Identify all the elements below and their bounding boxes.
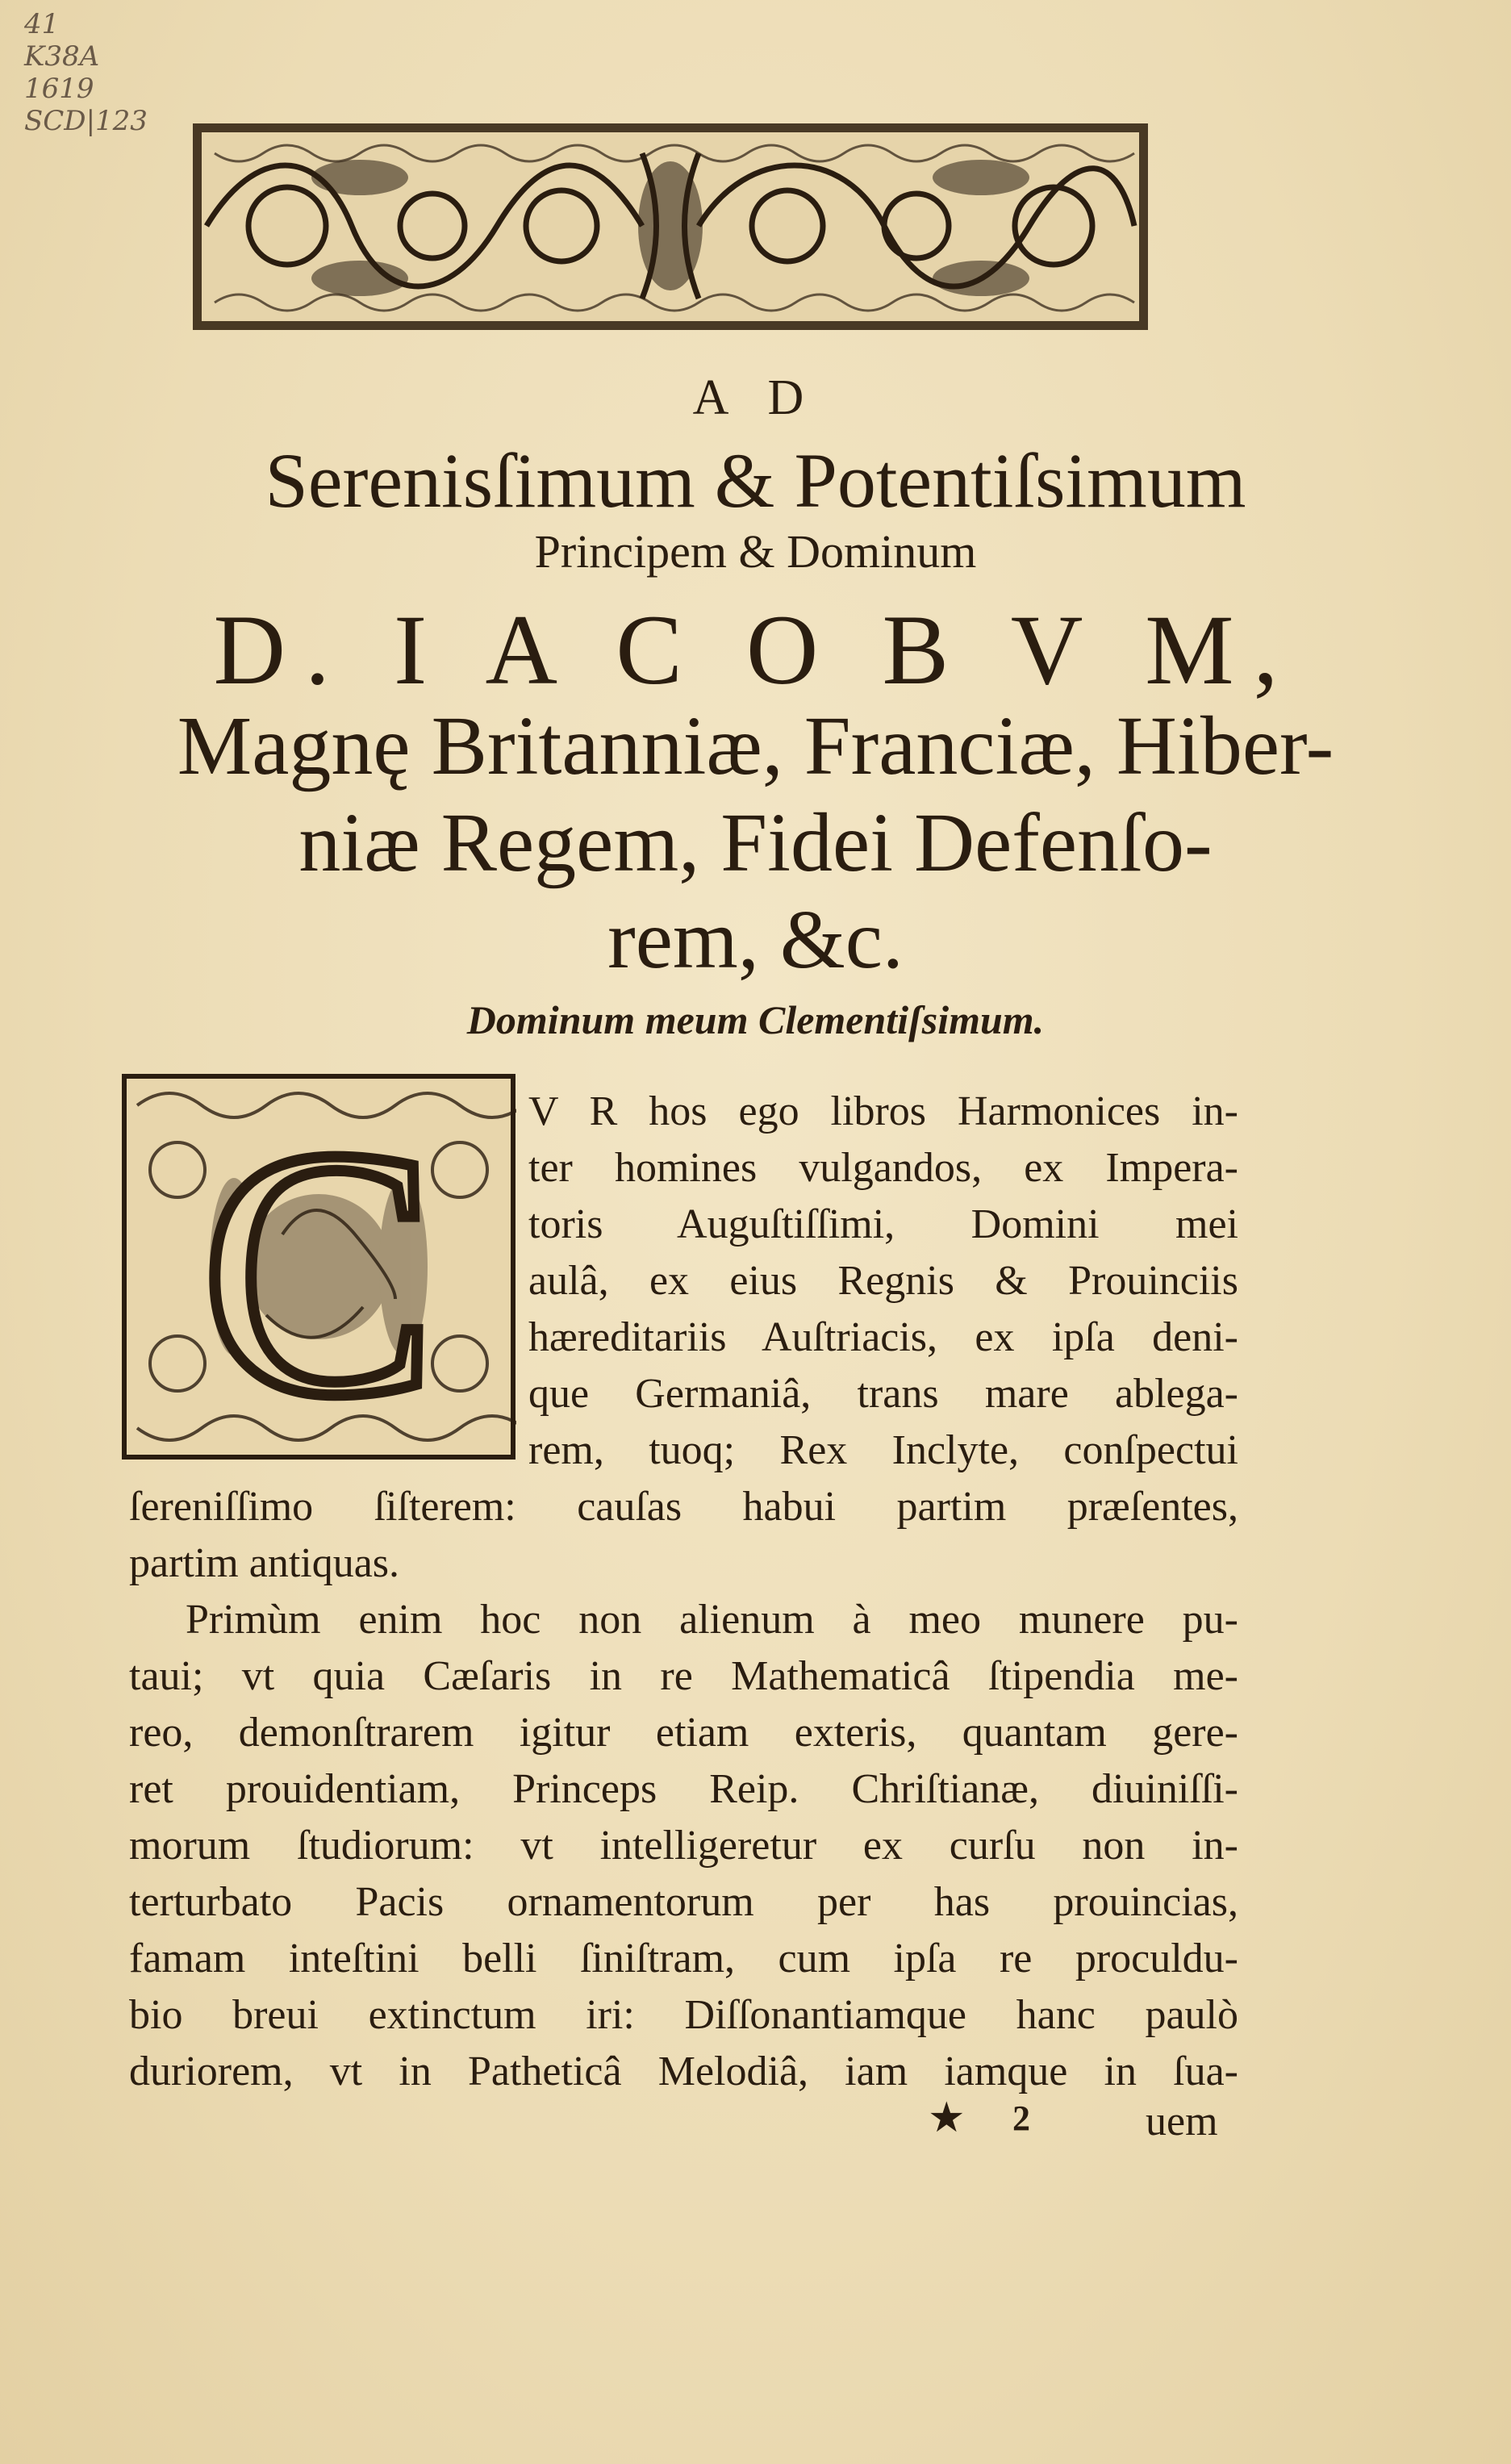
text-line: aulâ, ex eius Regnis & Prouinciis <box>528 1258 1238 1304</box>
shelfmark-line: 41 <box>24 8 60 40</box>
paragraph-first-line: Primùm enim hoc non alienum à meo munere pu- <box>186 1597 1238 1643</box>
shelfmark-line: SCD|123 <box>24 105 148 137</box>
text-line: rem, tuoq; Rex Inclyte, conſpectui <box>528 1427 1238 1473</box>
text-line: morum ſtudiorum: vt intelligeretur ex curſu non in- <box>129 1823 1238 1869</box>
text-line: ter homines vulgandos, ex Impera- <box>528 1145 1238 1191</box>
dedicatee-line-2: Principem & Dominum <box>534 525 977 578</box>
signature-number: 2 <box>1012 2099 1030 2138</box>
text-line: ſereniſſimo ſiſterem: cauſas habui partim præſentes, <box>129 1484 1238 1530</box>
text-line: bio breui extinctum iri: Diſſonantiamque hanc paulò <box>129 1992 1238 2038</box>
title-line-1: Magnę Britanniæ, Franciæ, Hiber- <box>177 700 1334 792</box>
text-line: partim antiquas. <box>129 1540 400 1586</box>
shelfmark-line: K38A <box>24 40 100 73</box>
dedicatee-name: D. I A C O B V M, <box>213 595 1298 705</box>
text-line: toris Auguſtiſſimi, Domini mei <box>528 1201 1238 1247</box>
text-line: V R hos ego libros Harmonices in- <box>528 1088 1238 1134</box>
text-line: reo, demonſtrarem igitur etiam exteris, quantam gere- <box>129 1710 1238 1756</box>
dedicatee-line-1: Serenisſimum & Potentiſsimum <box>265 437 1246 524</box>
initial-letter: C <box>200 1076 437 1460</box>
salutation: Dominum meum Clementiſsimum. <box>466 997 1045 1042</box>
title-line-2: niæ Regem, Fidei Defenſo- <box>298 796 1213 889</box>
text-line: ret prouidentiam, Princeps Reip. Chriſtianæ, diuiniſſi- <box>129 1766 1238 1812</box>
title-line-3: rem, &c. <box>607 893 904 986</box>
text-line: terturbato Pacis ornamentorum per has prouincias, <box>129 1879 1238 1925</box>
text-line: famam inteſtini belli ſiniſtram, cum ipſa re proculdu- <box>129 1936 1238 1982</box>
catchword: uem <box>1146 2099 1218 2145</box>
shelfmark-notes <box>24 8 148 137</box>
ornamental-headpiece <box>190 121 1150 332</box>
text-line: duriorem, vt in Patheticâ Melodiâ, iam iamque in ſua- <box>129 2048 1238 2094</box>
text-line: que Germaniâ, trans mare ablega- <box>528 1371 1238 1417</box>
star-signature-mark: ★ <box>928 2095 966 2141</box>
decorated-initial <box>121 1073 516 1460</box>
heading-ad: A D <box>692 370 819 425</box>
text-line: taui; vt quia Cæſaris in re Mathematicâ ſtipendia me- <box>129 1653 1238 1699</box>
shelfmark-line: 1619 <box>24 73 94 105</box>
text-line: hæreditariis Auſtriacis, ex ipſa deni- <box>528 1314 1238 1360</box>
